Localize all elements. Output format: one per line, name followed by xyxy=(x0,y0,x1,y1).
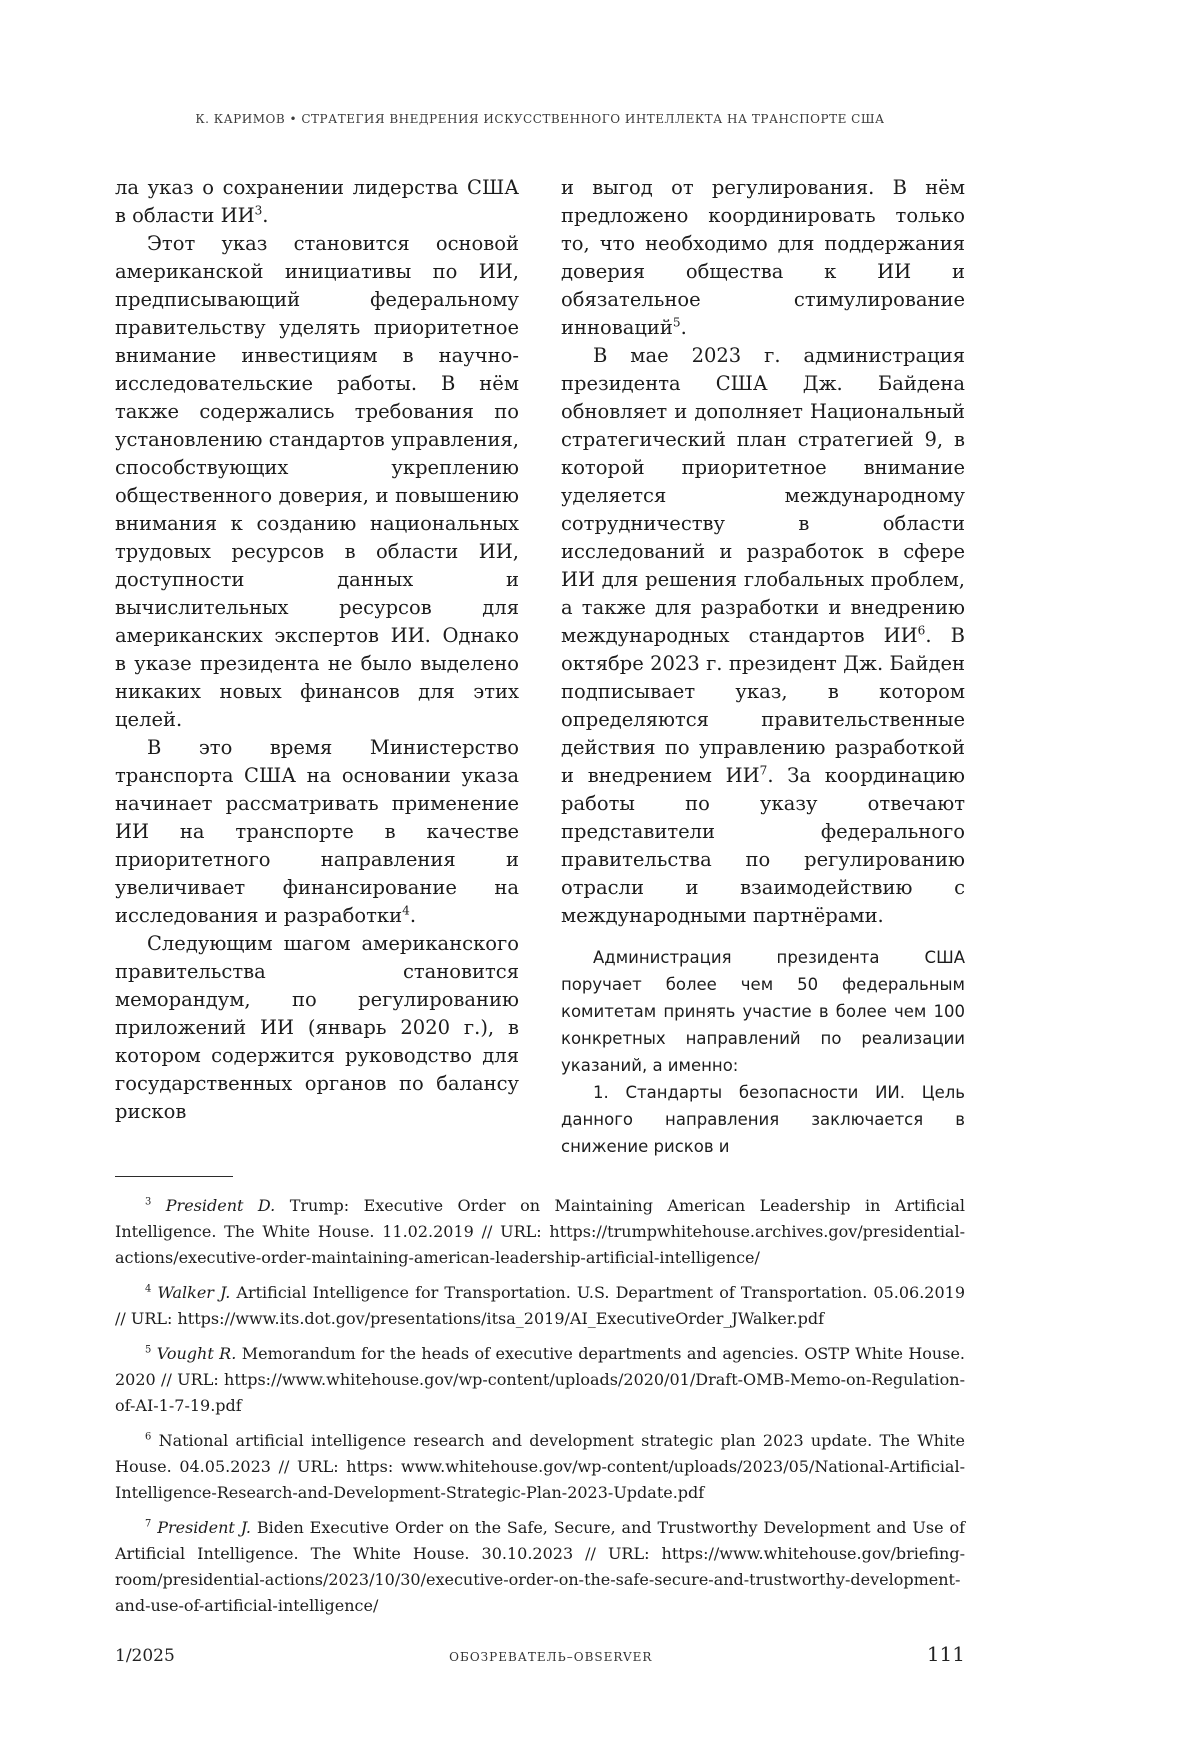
footnote-reference: 3 xyxy=(145,1196,152,1208)
footnote: $^7$ President J. Biden Executive Order on the Safe, Secure, and Trustworthy Development and Use of Artificial Intelligence. The White House. 30.10.2023 // URL: https://www.whitehouse.gov/briefing-room/presidential-actions/2023/10/30/executive-order-on-the-safe-secure-and-trustworthy-development-and-use-of-artificial-intelligence/ xyxy=(115,1518,966,1615)
body-columns xyxy=(115,174,965,1160)
footnote-reference: 4 xyxy=(145,1283,152,1295)
footnote-reference: 3 xyxy=(254,203,263,218)
right-column xyxy=(561,174,965,1160)
paragraph: В мае 2023 г. администрация президента США Дж. Байдена обновляет и дополняет Национальный стратегический план стратегией 9, в которой приоритетное внимание уделяется международному сотрудничеству в области исследований и разработок в сфере ИИ для решения глобальных проблем, а также для разработки и внедрению международных стандартов $ИИ^6$. В октябре 2023 г. президент Дж. Байден подписывает указ, в котором определяются правительственные действия по управлению разработкой и внедрением $ИИ^7$. За координацию работы по указу отвечают представители федерального правительства по регулированию отрасли и взаимодействию с международными партнёрами. xyxy=(561,344,965,927)
footnote-reference: 7 xyxy=(759,763,768,778)
paragraph: Администрация президента США поручает более чем 50 федеральным комитетам принять участие в более чем 100 конкретных направлений по реализации указаний, а именно: xyxy=(561,948,965,1075)
author-name: President D. xyxy=(165,1196,276,1215)
paragraph: Этот указ становится основой американской инициативы по ИИ, предписывающий федеральному правительству уделять приоритетное внимание инвестициям в научно-исследовательские работы. В нём также содержались требования по установлению стандартов управления, способствующих укреплению общественного доверия, и повышению внимания к созданию национальных трудовых ресурсов в области ИИ, доступности данных и вычислительных ресурсов для американских экспертов ИИ. Однако в указе президента не было выделено никаких новых финансов для этих целей. xyxy=(115,232,519,731)
left-column xyxy=(115,174,519,1160)
paragraph: ла указ о сохранении лидерства США в области $ИИ^3$. xyxy=(115,176,519,227)
page-footer xyxy=(115,1642,965,1666)
paragraph: Следующим шагом американского правительства становится меморандум, по регулированию приложений ИИ (январь 2020 г.), в котором содержится руководство для государственных органов по балансу рисков xyxy=(115,932,519,1123)
footnote: $^4$ Walker J. Artificial Intelligence for Transportation. U.S. Department of Transportation. 05.06.2019 // URL: https://www.its.dot.gov/presentations/itsa_2019/AI_ExecutiveOrder_JWalker.pdf xyxy=(115,1283,966,1328)
paragraph: 1. Стандарты безопасности ИИ. Цель данного направления заключается в снижение рисков и xyxy=(561,1083,965,1156)
author-name: Walker J. xyxy=(157,1283,231,1302)
footnote: $^5$ Vought R. Memorandum for the heads of executive departments and agencies. OSTP White House. 2020 // URL: https://www.whitehouse.gov/wp-content/uploads/2020/01/Draft-OMB-Memo-on-Regulation-of-AI-1-7-19.pdf xyxy=(115,1344,966,1415)
footnote-reference: 6 xyxy=(917,623,926,638)
author-name: Vought R. xyxy=(156,1344,237,1363)
issue-number: 1/2025 xyxy=(115,1646,175,1666)
footnote-reference: 5 xyxy=(145,1344,152,1356)
paragraph: и выгод от регулирования. В нём предложено координировать только то, что необходимо для поддержания доверия общества к ИИ и обязательное стимулирование инноваций$^5$. xyxy=(561,176,965,339)
footnote: $^6$ National artificial intelligence research and development strategic plan 2023 update. The White House. 04.05.2023 // URL: https: www.whitehouse.gov/wp-content/uploads/2023/05/National-Artificial-Intelligence-Research-and-Development-Strategic-Plan-2023-Update.pdf xyxy=(115,1431,965,1502)
footnote: $^3$ President D. Trump: Executive Order on Maintaining American Leadership in Artificial Intelligence. The White House. 11.02.2019 // URL: https://trumpwhitehouse.archives.gov/presidential-actions/executive-order-maintaining-american-leadership-artificial-intelligence/ xyxy=(115,1196,965,1267)
page-number: 111 xyxy=(926,1642,965,1666)
running-header: К. КАРИМОВ • СТРАТЕГИЯ ВНЕДРЕНИЯ ИСКУССТВЕННОГО ИНТЕЛЛЕКТА НА ТРАНСПОРТЕ США xyxy=(195,112,885,126)
paragraph: В это время Министерство транспорта США на основании указа начинает рассматривать применение ИИ на транспорте в качестве приоритетного направления и увеличивает финансирование на исследования и разработки$^4$. xyxy=(115,736,519,927)
footnote-reference: 6 xyxy=(145,1431,152,1443)
footnote-reference: 4 xyxy=(402,903,410,918)
footnote-reference: 5 xyxy=(672,315,681,330)
footnotes xyxy=(115,1193,965,1619)
author-name: President J. xyxy=(157,1518,251,1537)
footnote-separator xyxy=(115,1176,233,1177)
journal-name: ОБОЗРЕВАТЕЛЬ–OBSERVER xyxy=(449,1650,653,1664)
footnote-reference: 7 xyxy=(145,1518,152,1530)
